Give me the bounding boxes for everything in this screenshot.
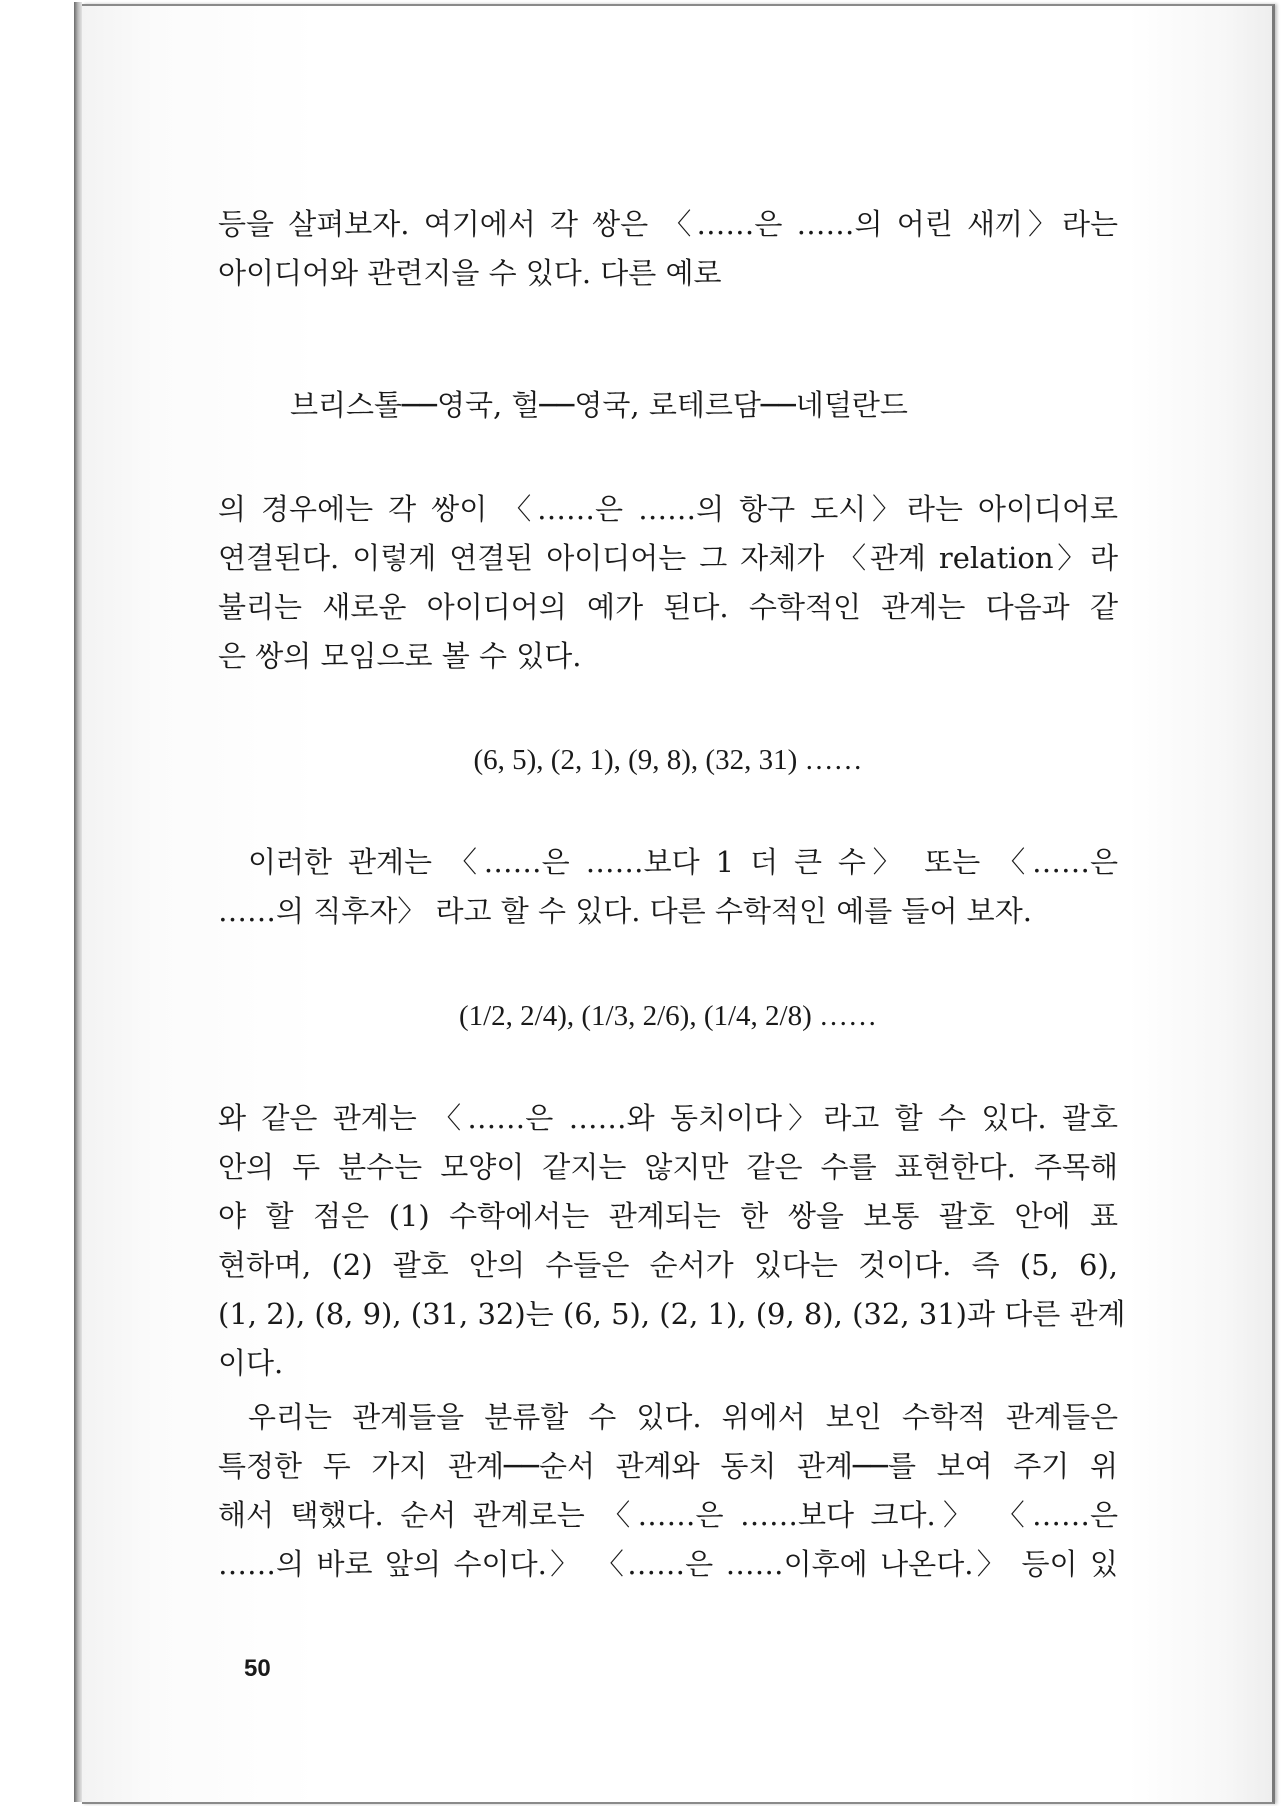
paragraph-1-line-2: 아이디어와 관련지을 수 있다. 다른 예로 — [218, 256, 722, 290]
paragraph-4 — [218, 1094, 1126, 1388]
paragraph-2-line-4: 은 쌍의 모임으로 볼 수 있다. — [218, 639, 582, 673]
example-port-cities: 브리스톨──영국, 헐──영국, 로테르담──네덜란드 — [290, 388, 908, 422]
paragraph-4-line-3: 야 할 점은 (1) 수학에서는 관계되는 한 쌍을 보통 괄호 안에 표 — [218, 1199, 1118, 1233]
paragraph-4-line-1: 와 같은 관계는 〈……은 ……와 동치이다〉라고 할 수 있다. 괄호 — [218, 1101, 1118, 1135]
paragraph-2 — [218, 485, 1118, 681]
paragraph-4-line-5: (1, 2), (8, 9), (31, 32)는 (6, 5), (2, 1), (9, 8), (32, 31)과 다른 관계 — [218, 1297, 1126, 1331]
paragraph-4-line-4: 현하며, (2) 괄호 안의 수들은 순서가 있다는 것이다. 즉 (5, 6), — [218, 1248, 1118, 1282]
paragraph-1-line-1: 등을 살펴보자. 여기에서 각 쌍은 〈……은 ……의 어린 새끼〉라는 — [218, 207, 1118, 241]
paragraph-2-line-2: 연결된다. 이렇게 연결된 아이디어는 그 자체가 〈관계 relation〉라 — [218, 541, 1118, 575]
paragraph-5-line-3: 해서 택했다. 순서 관계로는 〈……은 ……보다 크다.〉 〈……은 — [218, 1498, 1118, 1532]
paragraph-4-line-2: 안의 두 분수는 모양이 같지는 않지만 같은 수를 표현한다. 주목해 — [218, 1150, 1118, 1184]
paragraph-2-line-3: 불리는 새로운 아이디어의 예가 된다. 수학적인 관계는 다음과 같 — [218, 590, 1118, 624]
paragraph-5 — [218, 1393, 1118, 1589]
example-equivalent-fractions: (1/2, 2/4), (1/3, 2/6), (1/4, 2/8) …… — [458, 1000, 878, 1032]
paragraph-3-line-1: 이러한 관계는 〈……은 ……보다 1 더 큰 수〉 또는 〈……은 — [248, 845, 1118, 879]
paragraph-1 — [218, 200, 1118, 298]
paragraph-5-line-4: ……의 바로 앞의 수이다.〉 〈……은 ……이후에 나온다.〉 등이 있 — [218, 1547, 1118, 1581]
paragraph-5-line-1: 우리는 관계들을 분류할 수 있다. 위에서 보인 수학적 관계들은 — [248, 1400, 1118, 1434]
example-successor-pairs: (6, 5), (2, 1), (9, 8), (32, 31) …… — [473, 744, 863, 776]
paragraph-5-line-2: 특정한 두 가지 관계──순서 관계와 동치 관계──를 보여 주기 위 — [218, 1449, 1118, 1483]
page-number: 50 — [244, 1655, 271, 1682]
book-spine-edge — [74, 2, 82, 1802]
paragraph-3 — [218, 838, 1118, 936]
paragraph-2-line-1: 의 경우에는 각 쌍이 〈……은 ……의 항구 도시〉라는 아이디어로 — [218, 492, 1118, 526]
paragraph-3-line-2: ……의 직후자〉 라고 할 수 있다. 다른 수학적인 예를 들어 보자. — [218, 894, 1032, 928]
paragraph-4-line-6: 이다. — [218, 1346, 284, 1380]
